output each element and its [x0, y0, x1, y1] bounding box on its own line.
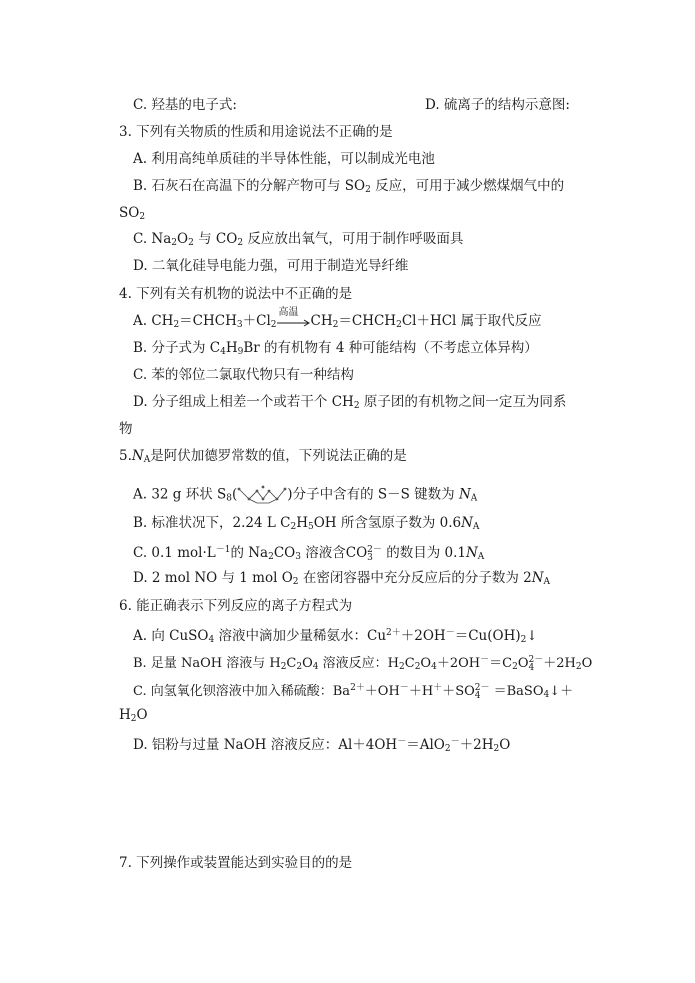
question-5-stem: $5.N_A$是阿伏加德罗常数的值，下列说法正确的是 — [119, 448, 407, 465]
q3-option-b-cont: $SO_2$ — [119, 205, 146, 222]
q3-option-d: D. 二氧化硅导电能力强，可用于制造光导纤维 — [133, 258, 409, 274]
q4-option-d-cont: 物 — [119, 421, 133, 437]
q4-option-d: D. 分子组成上相差一个或若干个 $CH_2$ 原子团的有机物之间一定互为同系 — [133, 394, 567, 411]
q6-option-b: B. 足量 NaOH 溶液与 $H_2C_2O_4$ 溶液反应：$H_2C_2O_4+2OH^-=C_2O$ 2－ 4 $+2H_2O$ — [133, 654, 593, 673]
option-c-hydroxyl: C. 羟基的电子式: — [133, 97, 237, 113]
option-d-sulfide: D. 硫离子的结构示意图: — [425, 97, 570, 113]
q5-option-c: C. 0.1 $mol\cdot L^{-1}$的 $Na_2CO_3$ 溶液含CO 2－ 3 的数目为 $0.1N_A$ — [133, 544, 485, 563]
q3-option-a: A. 利用高纯单质硅的半导体性能，可以制成光电池 — [133, 151, 435, 167]
question-3-stem: 3. 下列有关物质的性质和用途说法不正确的是 — [119, 124, 393, 140]
q4-option-a: A. $CH_2=CHCH_3+Cl_2$ 高温 $CH_2=CHCH_2Cl+HCl$ 属于取代反应 — [133, 306, 542, 330]
q3-option-b: B. 石灰石在高温下的分解产物可与 $SO_2$ 反应，可用于减少燃煤烟气中的 — [133, 178, 565, 195]
s8-ring-diagram — [237, 485, 287, 505]
q4-option-c: C. 苯的邻位二氯取代物只有一种结构 — [133, 367, 354, 383]
question-4-stem: 4. 下列有关有机物的说法中不正确的是 — [119, 286, 353, 302]
q6-option-a: A. 向 CuSO$_4$ 溶液中滴加少量稀氨水：$Cu^{2+}+2OH^-=Cu(OH)_2↓$ — [133, 628, 538, 645]
q6-option-d: D. 铝粉与过量 NaOH 溶液反应：$Al+4OH^-=AlO_2^-+2H_2O$ — [133, 737, 511, 754]
question-7-stem: 7. 下列操作或装置能达到实验目的的是 — [119, 855, 353, 871]
q5-option-b: B. 标准状况下，2.24 L $C_2H_5OH$ 所含氢原子数为 $0.6N_A$ — [133, 515, 480, 532]
reaction-arrow: 高温 — [277, 313, 311, 331]
q3-option-c: C. $Na_2O_2$ 与 $CO_2$ 反应放出氧气，可用于制作呼吸面具 — [133, 231, 464, 248]
q6-option-c-cont: $H_2O$ — [119, 707, 148, 724]
q5-option-d: D. 2 mol NO 与 1 mol $O_2$ 在密闭容器中充分反应后的分子数为 $2N_A$ — [133, 570, 551, 587]
q4-option-b: B. 分子式为 $C_4H_9Br$ 的有机物有 4 种可能结构（不考虑立体异构） — [133, 340, 538, 357]
q5-option-a: A. 32 g 环状 $S_8$( )分子中含有的 S－S 键数为 $N_A$ — [133, 486, 478, 504]
question-6-stem: 6. 能正确表示下列反应的离子方程式为 — [119, 598, 353, 614]
q6-option-c: C. 向氢氧化钡溶液中加入稀硫酸：$Ba^{2+}+OH^-+H^++SO$ 2－ 4 ＝BaSO$_4$↓＋ — [133, 682, 574, 701]
